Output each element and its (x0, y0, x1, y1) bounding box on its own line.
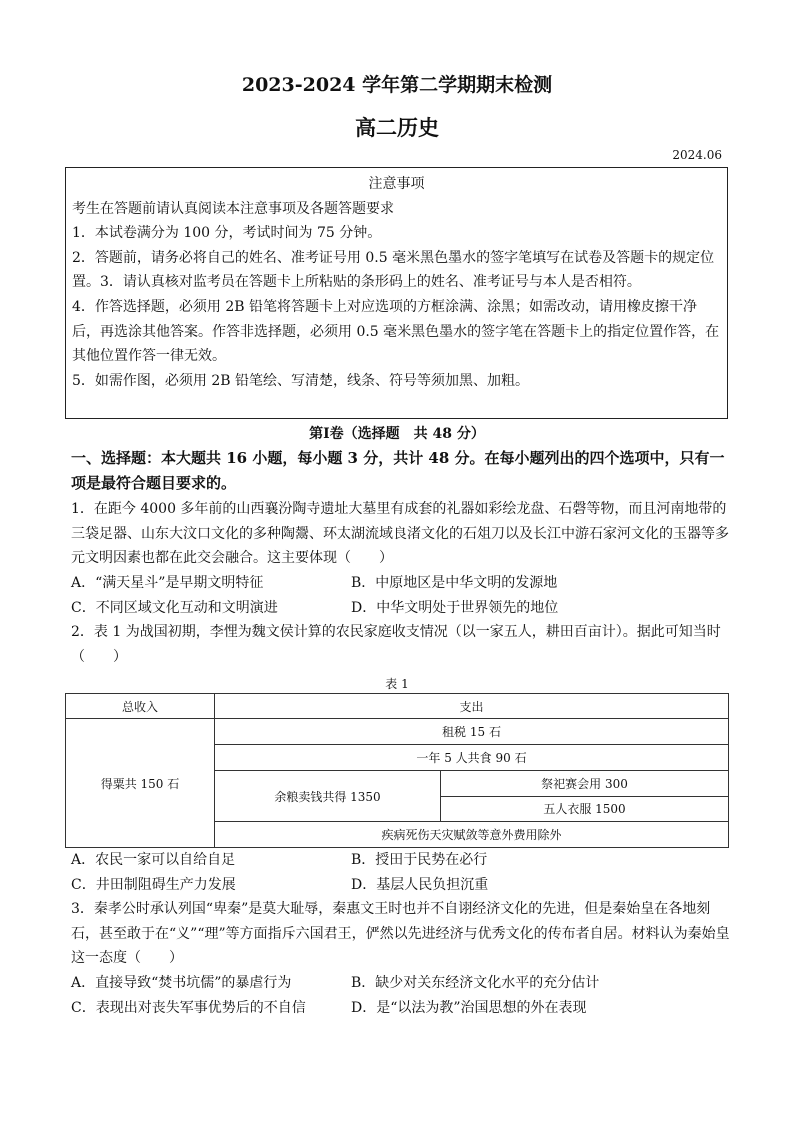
table-header-income: 总收入 (66, 694, 215, 719)
table-cell-note: 疾病死伤天灾赋敛等意外费用除外 (215, 821, 729, 847)
exam-date: 2024.06 (672, 148, 722, 162)
section-instruction: 一、选择题：本大题共 16 小题，每小题 3 分，共计 48 分。在每小题列出的四个选项中，只有一项是最符合题目要求的。 (71, 449, 725, 492)
question-1-stem: 1．在距今 4000 多年前的山西襄汾陶寺遗址大墓里有成套的礼器如彩绘龙盘、石磬等物，而且河南地带的三袋足器、山东大汶口文化的多种陶鬶、环太湖流域良渚文化的石俎刀以及长江中游石家河文化的玉器等多元文明因素也都在此交会融合。这主要体现（ ） (71, 501, 729, 567)
option-a[interactable]: A．农民一家可以自给自足 (71, 852, 236, 868)
table-caption: 表 1 (385, 677, 409, 691)
section-title: 第Ⅰ卷（选择题 共 48 分） (309, 426, 485, 442)
notice-line: 1．本试卷满分为 100 分，考试时间为 75 分钟。 (72, 225, 382, 242)
option-c[interactable]: C．不同区域文化互动和文明演进 (71, 599, 278, 616)
section-body-bottom (71, 848, 731, 1020)
exam-subject: 高二历史 (355, 115, 439, 140)
question-2-options (71, 848, 731, 897)
option-b[interactable]: B．缺少对关东经济文化水平的充分估计 (351, 974, 600, 991)
notice-line: 5．如需作图，必须用 2B 铅笔绘、写清楚，线条、符号等须加黑、加粗。 (72, 372, 530, 389)
option-c[interactable]: C．表现出对丧失军事优势后的不自信 (71, 999, 306, 1016)
table-cell-food: 一年 5 人共食 90 石 (215, 745, 729, 771)
notice-box (65, 167, 728, 419)
option-c[interactable]: C．井田制阻碍生产力发展 (71, 876, 236, 893)
table-cell-tax: 租税 15 石 (215, 719, 729, 745)
income-expense-table (65, 693, 729, 848)
option-a[interactable]: A．“满天星斗”是早期文明特征 (71, 574, 264, 591)
section-body-top (71, 446, 731, 669)
notice-line: 4．作答选择题，必须用 2B 铅笔将答题卡上对应选项的方框涂满、涂黑；如需改动，请用橡皮擦干净后，再选涂其他答案。作答非选择题，必须用 0.5 毫米黑色墨水的签字笔在答题卡上的指定位置作答，在其他位置作答一律无效。 (72, 298, 720, 365)
question-3-options (71, 971, 731, 1020)
table-header-expense: 支出 (215, 694, 729, 719)
option-a[interactable]: A．直接导致“焚书坑儒”的暴虐行为 (71, 974, 292, 991)
table-cell-income: 得粟共 150 石 (66, 719, 215, 848)
notice-title: 注意事项 (368, 176, 425, 192)
question-3-stem: 3．秦孝公时承认列国“卑秦”是莫大耻辱，秦惠文王时也并不自诩经济文化的先进，但是秦始皇在各地刻石，甚至敢于在“义”“理”等方面指斥六国君王，俨然以先进经济与优秀文化的传布者自居。材料认为秦始皇这一态度（ ） (71, 901, 730, 967)
table-cell-surplus: 余粮卖钱共得 1350 (215, 771, 441, 821)
notice-line: 2．答题前，请务必将自己的姓名、准考证号用 0.5 毫米黑色墨水的签字笔填写在试卷及答题卡的规定位置。3．请认真核对监考员在答题卡上所粘贴的条形码上的姓名、准考证号与本人是否相符。 (72, 249, 715, 291)
option-d[interactable]: D．中华文明处于世界领先的地位 (351, 599, 559, 616)
option-b[interactable]: B．中原地区是中华文明的发源地 (351, 574, 558, 591)
option-d[interactable]: D．基层人民负担沉重 (351, 876, 489, 893)
option-b[interactable]: B．授田于民势在必行 (351, 852, 488, 868)
exam-title: 2023-2024 学年第二学期期末检测 (241, 74, 553, 96)
notice-line: 考生在答题前请认真阅读本注意事项及各题答题要求 (72, 200, 394, 217)
question-2-stem: 2．表 1 为战国初期，李悝为魏文侯计算的农民家庭收支情况（以一家五人，耕田百亩计）。据此可知当时（ ） (71, 624, 721, 665)
table-cell-sacrifice: 祭祀赛会用 300 (441, 771, 729, 796)
question-1-options (71, 571, 731, 620)
option-d[interactable]: D．是“以法为教”治国思想的外在表现 (351, 999, 587, 1016)
table-cell-clothing: 五人衣服 1500 (441, 796, 729, 821)
